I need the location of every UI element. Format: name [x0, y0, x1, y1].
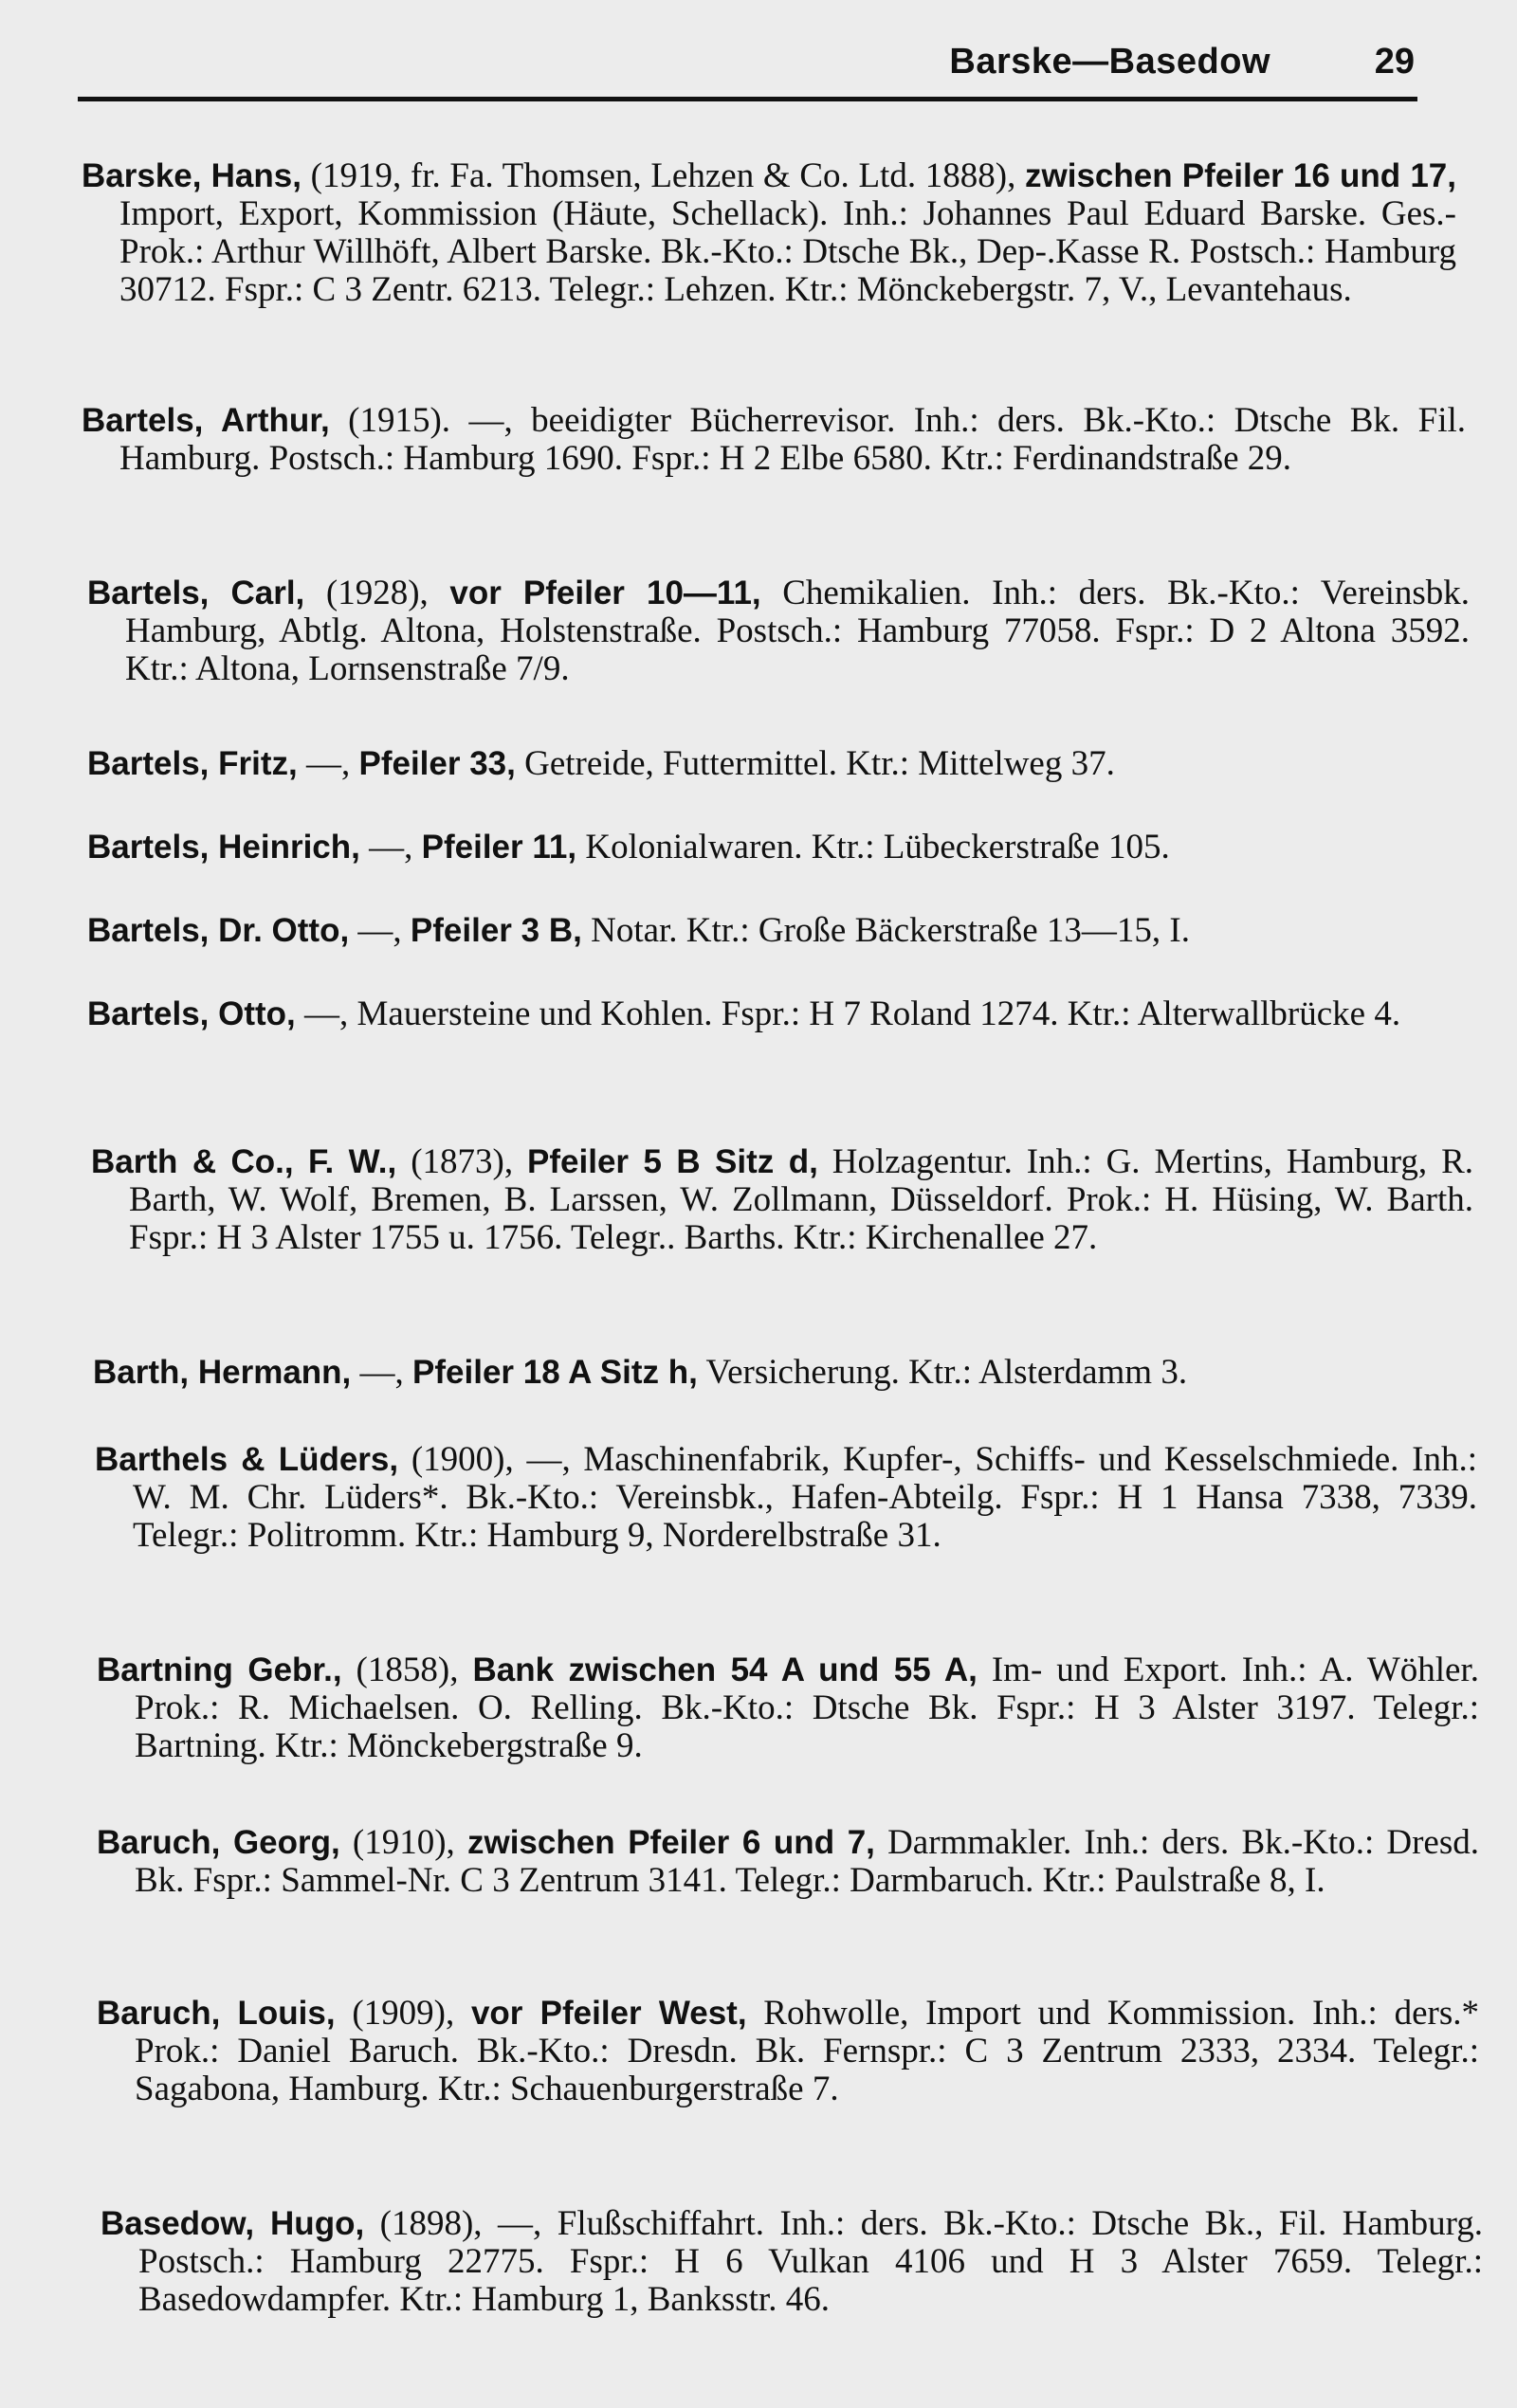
entry-barthels-lueders	[95, 1441, 1477, 1555]
entry-bartels-fritz	[87, 745, 1470, 783]
entry-rest: Versicherung. Ktr.: Alsterdamm 3.	[697, 1353, 1188, 1392]
entry-text: —,	[359, 828, 422, 867]
entry-name: Basedow, Hugo,	[101, 2205, 365, 2242]
entry-name: Bartels, Arthur,	[82, 402, 330, 439]
entry-location: Pfeiler 5 B Sitz d,	[527, 1143, 818, 1180]
entry-baruch-georg	[97, 1824, 1479, 1900]
entry-bartels-heinrich	[87, 829, 1470, 867]
entry-rest: Holzagentur. Inh.: G. Mertins, Hamburg, R. Barth, W. Wolf, Bremen, B. Larssen, W. Zollmann, Düsseldorf. Prok.: H. Hüsing, W. Barth. Fspr.: H 3 Alster 1755 u. 1756. Telegr.. Barths. Ktr.: Kirchenallee 27.	[129, 1142, 1473, 1257]
entry-name: Bartels, Fritz,	[87, 745, 298, 782]
entry-name: Barth, Hermann,	[93, 1354, 352, 1391]
entry-location: Pfeiler 3 B,	[410, 912, 582, 949]
entry-name: Baruch, Georg,	[97, 1824, 340, 1861]
entry-rest: Import, Export, Kommission (Häute, Schellack). Inh.: Johannes Paul Eduard Barske. Ges.-Prok.: Arthur Willhöft, Albert Barske. Bk.-Kto.: Dtsche Bk., Dep-.Kasse R. Postsch.: Hamburg 30712. Fspr.: C 3 Zentr. 6213. Telegr.: Lehzen. Ktr.: Mönckebergstr. 7, V., Levantehaus.	[119, 194, 1456, 309]
entry-name: Bartels, Otto,	[87, 995, 296, 1032]
entry-text: —,	[351, 1353, 413, 1392]
entry-name: Bartels, Dr. Otto,	[87, 912, 350, 949]
entry-location: Bank zwischen 54 A und 55 A,	[472, 1651, 978, 1688]
entry-barth-co	[91, 1143, 1473, 1257]
entry-text: (1919, fr. Fa. Thomsen, Lehzen & Co. Ltd. 1888),	[301, 156, 1026, 195]
entry-baruch-louis	[97, 1995, 1479, 2108]
entry-location: Pfeiler 33,	[358, 745, 516, 782]
entry-rest: Rohwolle, Import und Kommission. Inh.: ders.* Prok.: Daniel Baruch. Bk.-Kto.: Dresdn. Bk. Fernspr.: C 3 Zentrum 2333, 2334. Telegr.: Sagabona, Hamburg. Ktr.: Schauenburgerstraße 7.	[135, 1994, 1479, 2108]
running-head-title: Barske—Basedow	[949, 42, 1270, 82]
entry-name: Bartning Gebr.,	[97, 1651, 342, 1688]
entry-text: (1898), —, Flußschiffahrt. Inh.: ders. Bk.-Kto.: Dtsche Bk., Fil. Hamburg. Postsch.: Hamburg 22775. Fspr.: H 6 Vulkan 4106 und H 3 Alster 7659. Telegr.: Basedowdampfer. Ktr.: Hamburg 1, Banksstr. 46.	[138, 2204, 1483, 2319]
entry-location: vor Pfeiler 10—11,	[449, 575, 761, 611]
entry-text: (1915). —, beeidigter Bücherrevisor. Inh.: ders. Bk.-Kto.: Dtsche Bk. Fil. Hamburg. Postsch.: Hamburg 1690. Fspr.: H 2 Elbe 6580. Ktr.: Ferdinandstraße 29.	[119, 401, 1467, 478]
entry-text: (1858),	[341, 1651, 473, 1689]
entry-bartels-carl	[87, 575, 1470, 688]
entry-text: (1900), —, Maschinenfabrik, Kupfer-, Schiffs- und Kesselschmiede. Inh.: W. M. Chr. Lüders*. Bk.-Kto.: Vereinsbk., Hafen-Abteilg. Fspr.: H 1 Hansa 7338, 7339. Telegr.: Politromm. Ktr.: Hamburg 9, Norderelbstraße 31.	[133, 1440, 1477, 1555]
entry-barth-hermann	[93, 1354, 1475, 1392]
entry-rest: Notar. Ktr.: Große Bäckerstraße 13—15, I.	[581, 911, 1191, 950]
entry-location: zwischen Pfeiler 16 und 17,	[1025, 157, 1456, 194]
entry-text: (1909),	[335, 1994, 471, 2033]
entry-name: Bartels, Carl,	[87, 575, 305, 611]
entry-rest: Getreide, Futtermittel. Ktr.: Mittelweg 37.	[515, 744, 1115, 783]
entry-text: —,	[349, 911, 411, 950]
entry-bartning-gebr	[97, 1651, 1479, 1765]
entry-location: Pfeiler 11,	[421, 829, 577, 866]
entry-rest: Kolonialwaren. Ktr.: Lübeckerstraße 105.	[576, 828, 1170, 867]
entry-barske-hans	[82, 157, 1456, 309]
entry-location: Pfeiler 18 A Sitz h,	[412, 1354, 698, 1391]
entry-bartels-dr-otto	[87, 912, 1470, 950]
entry-basedow-hugo	[101, 2205, 1483, 2319]
page-number: 29	[1374, 42, 1415, 82]
entry-text: (1910),	[339, 1823, 467, 1862]
entry-name: Bartels, Heinrich,	[87, 829, 360, 866]
running-head	[76, 36, 1422, 89]
entry-text: —, Mauersteine und Kohlen. Fspr.: H 7 Roland 1274. Ktr.: Alterwallbrücke 4.	[295, 994, 1401, 1033]
entry-text: (1873),	[396, 1142, 528, 1181]
header-rule	[78, 97, 1417, 101]
entry-name: Barth & Co., F. W.,	[91, 1143, 397, 1180]
entry-rest: Darmmakler. Inh.: ders. Bk.-Kto.: Dresd. Bk. Fspr.: Sammel-Nr. C 3 Zentrum 3141. Telegr.: Darmbaruch. Ktr.: Paulstraße 8, I.	[135, 1823, 1480, 1900]
entry-bartels-arthur	[82, 402, 1466, 478]
entry-text: —,	[297, 744, 359, 783]
entry-location: zwischen Pfeiler 6 und 7,	[466, 1824, 875, 1861]
entry-name: Baruch, Louis,	[97, 1995, 336, 2032]
entry-bartels-otto	[87, 995, 1470, 1033]
entry-rest: Chemikalien. Inh.: ders. Bk.-Kto.: Vereinsbk. Hamburg, Abtlg. Altona, Holstenstraße. Postsch.: Hamburg 77058. Fspr.: D 2 Altona 3592. Ktr.: Altona, Lornsenstraße 7/9.	[125, 574, 1470, 688]
entry-name: Barske, Hans,	[82, 157, 302, 194]
entry-name: Barthels & Lüders,	[95, 1441, 399, 1478]
entry-rest: Im- und Export. Inh.: A. Wöhler. Prok.: R. Michaelsen. O. Relling. Bk.-Kto.: Dtsche Bk. Fspr.: H 3 Alster 3197. Telegr.: Bartning. Ktr.: Mönckebergstraße 9.	[135, 1651, 1479, 1765]
entry-text: (1928),	[304, 574, 450, 612]
entry-location: vor Pfeiler West,	[470, 1995, 747, 2032]
